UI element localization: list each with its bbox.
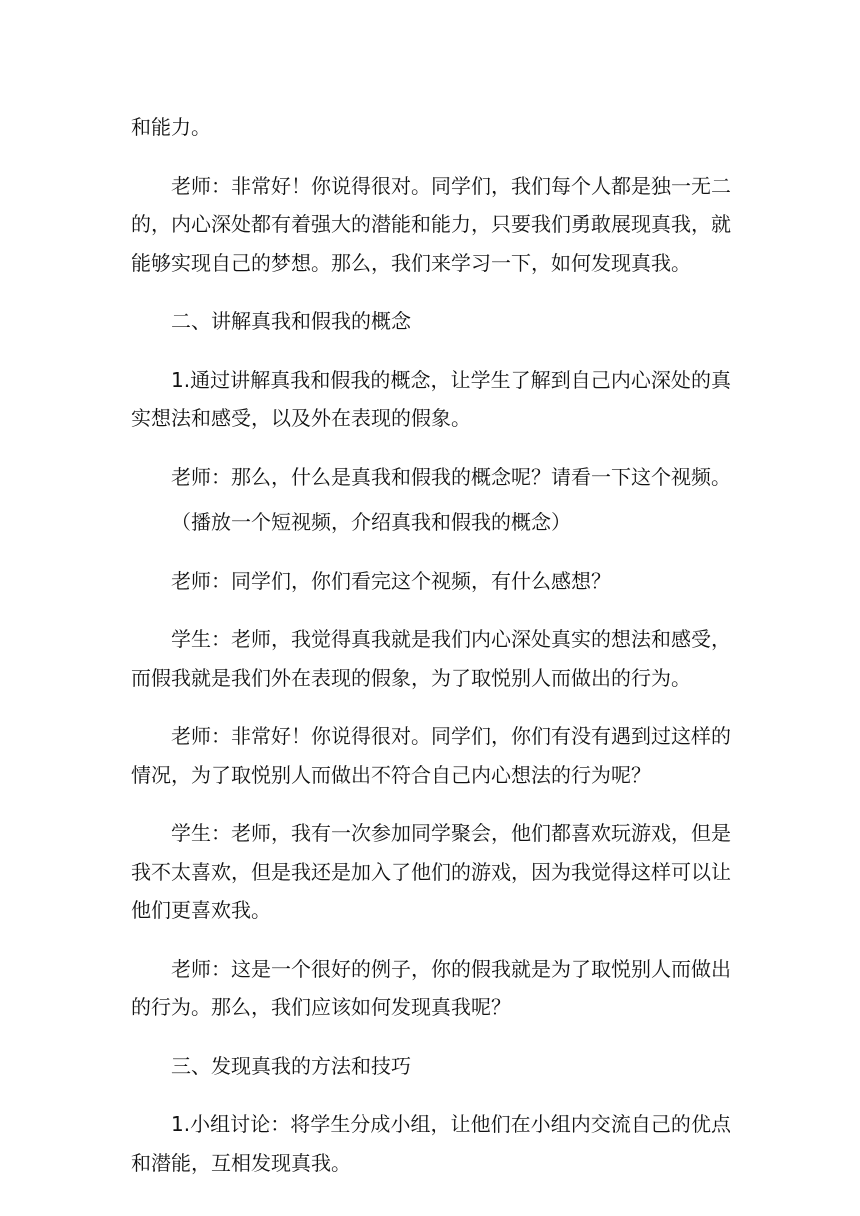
paragraph: 老师：非常好！你说得很对。同学们，你们有没有遇到过这样的情况，为了取悦别人而做出不符合自己内心想法的行为呢？ bbox=[131, 724, 731, 787]
paragraph: 老师：同学们，你们看完这个视频，有什么感想？ bbox=[171, 568, 611, 593]
document-body bbox=[131, 108, 731, 1182]
paragraph: 学生：老师，我觉得真我就是我们内心深处真实的想法和感受，而假我就是我们外在表现的假象，为了取悦别人而做出的行为。 bbox=[131, 627, 731, 690]
paragraph: （播放一个短视频，介绍真我和假我的概念） bbox=[171, 510, 571, 534]
paragraph: 老师：这是一个很好的例子，你的假我就是为了取悦别人而做出的行为。那么，我们应该如何发现真我呢？ bbox=[131, 956, 731, 1019]
section-heading: 二、讲解真我和假我的概念 bbox=[171, 309, 411, 333]
paragraph: 学生：老师，我有一次参加同学聚会，他们都喜欢玩游戏，但是我不太喜欢，但是我还是加入了他们的游戏，因为我觉得这样可以让他们更喜欢我。 bbox=[131, 821, 731, 922]
paragraph: 老师：那么，什么是真我和假我的概念呢？请看一下这个视频。 bbox=[171, 464, 731, 489]
paragraph: 1.小组讨论：将学生分成小组，让他们在小组内交流自己的优点和潜能，互相发现真我。 bbox=[131, 1112, 731, 1175]
paragraph: 老师：非常好！你说得很对。同学们，我们每个人都是独一无二的，内心深处都有着强大的潜能和能力，只要我们勇敢展现真我，就能够实现自己的梦想。那么，我们来学习一下，如何发现真我。 bbox=[131, 173, 731, 275]
paragraph: 和能力。 bbox=[131, 115, 211, 139]
paragraph: 1.通过讲解真我和假我的概念，让学生了解到自己内心深处的真实想法和感受，以及外在表现的假象。 bbox=[131, 367, 731, 430]
section-heading: 三、发现真我的方法和技巧 bbox=[171, 1053, 411, 1078]
